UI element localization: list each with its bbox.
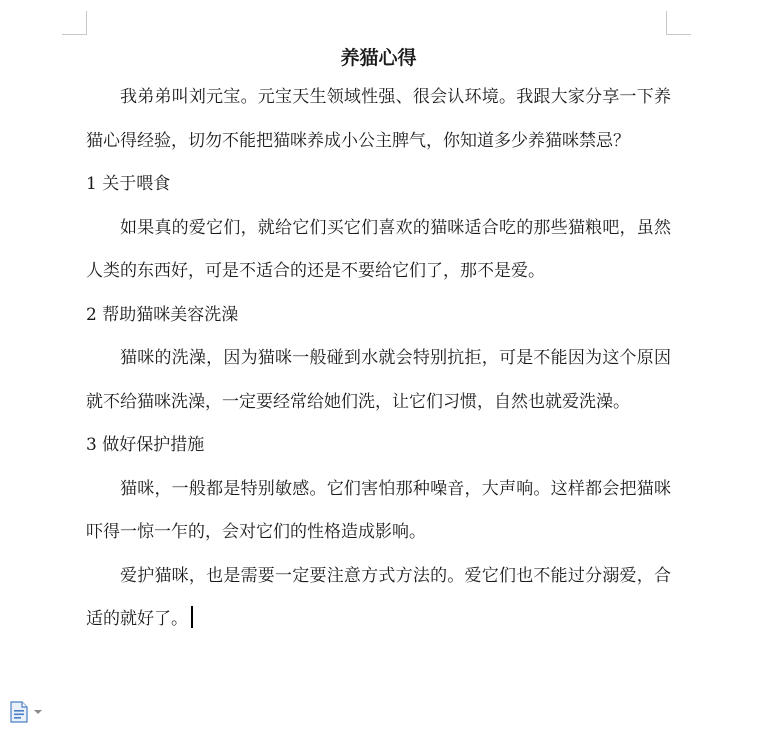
crop-mark-top-left — [86, 11, 87, 34]
crop-mark-top-right — [666, 34, 691, 35]
document-menu-button[interactable] — [10, 700, 50, 724]
paragraph-last — [86, 555, 671, 642]
paragraph: 如果真的爱它们，就给它们买它们喜欢的猫咪适合吃的那些猫粮吧，虽然人类的东西好，可是不适合的还是不要给它们了，那不是爱。 — [86, 217, 671, 281]
section-heading: 2 帮助猫咪美容洗澡 — [86, 304, 239, 325]
crop-mark-top-right — [666, 11, 667, 34]
document-icon — [10, 701, 28, 723]
paragraph: 猫咪，一般都是特别敏感。它们害怕那种噪音，大声响。这样都会把猫咪吓得一惊一乍的，会对它们的性格造成影响。 — [86, 478, 671, 542]
document-body[interactable] — [86, 40, 671, 642]
paragraph-text: 爱护猫咪，也是需要一定要注意方式方法的。爱它们也不能过分溺爱，合适的就好了。 — [86, 565, 671, 629]
chevron-down-icon — [34, 710, 42, 714]
section-heading: 1 关于喂食 — [86, 174, 171, 194]
section-heading: 3 做好保护措施 — [86, 435, 205, 455]
document-title: 养猫心得 — [340, 47, 417, 69]
paragraph: 我弟弟叫刘元宝。元宝天生领域性强、很会认环境。我跟大家分享一下养猫心得经验，切勿不能把猫咪养成小公主脾气，你知道多少养猫咪禁忌？ — [86, 87, 671, 151]
text-cursor — [191, 606, 193, 628]
crop-mark-top-left — [62, 34, 87, 35]
paragraph: 猫咪的洗澡，因为猫咪一般碰到水就会特别抗拒，可是不能因为这个原因就不给猫咪洗澡，一定要经常给她们洗，让它们习惯，自然也就爱洗澡。 — [86, 348, 671, 412]
